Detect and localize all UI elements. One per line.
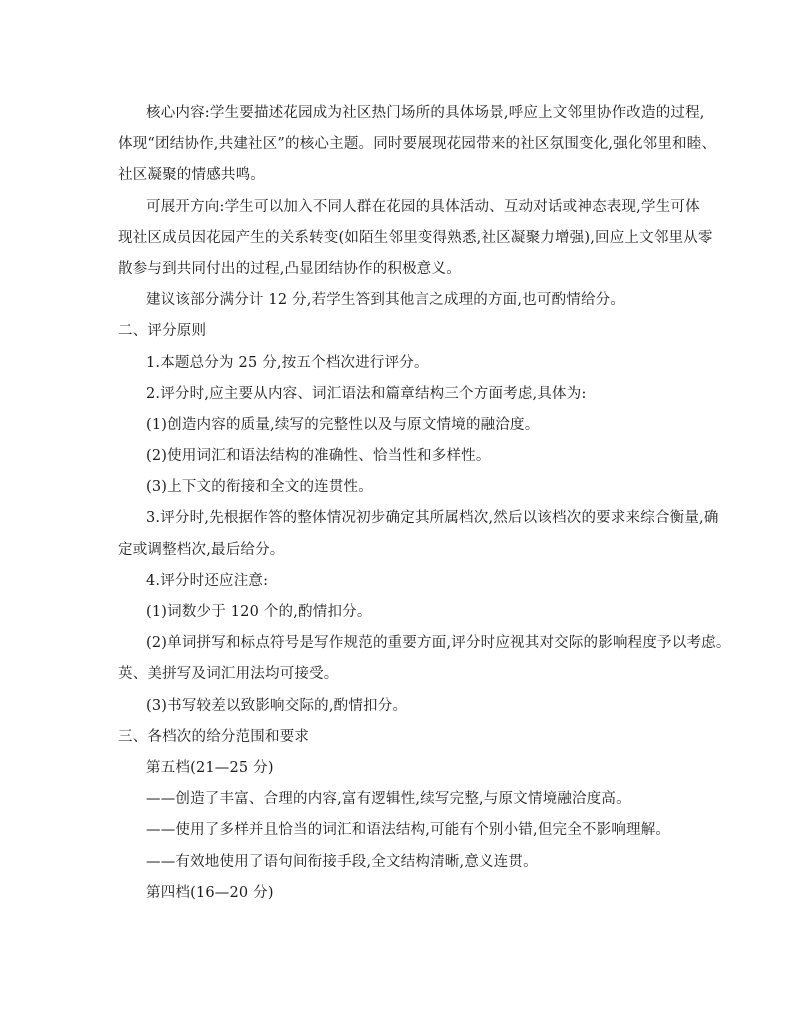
grade-criterion: ——有效地使用了语句间衔接手段,全文结构清晰,意义连贯。 — [146, 853, 538, 870]
paragraph-line: 定或调整档次,最后给分。 — [118, 541, 285, 558]
paragraph-line: 现社区成员因花园产生的关系转变(如陌生邻里变得熟悉,社区凝聚力增强),回应上文邻里从零 — [118, 229, 713, 246]
paragraph-line: 英、美拼写及词汇用法均可接受。 — [118, 666, 339, 683]
paragraph-line: 散参与到共同付出的过程,凸显团结协作的积极意义。 — [118, 260, 461, 277]
list-item: 2.评分时,应主要从内容、词汇语法和篇章结构三个方面考虑,具体为: — [146, 385, 587, 402]
paragraph-line: 体现“团结协作,共建社区”的核心主题。同时要展现花园带来的社区氛围变化,强化邻里和睦、 — [118, 136, 717, 153]
list-item: 3.评分时,先根据作答的整体情况初步确定其所属档次,然后以该档次的要求来综合衡量,确 — [146, 510, 719, 527]
document-body — [118, 98, 731, 909]
paragraph-line: 建议该部分满分计 12 分,若学生答到其他言之成理的方面,也可酌情给分。 — [146, 292, 626, 309]
list-item: (1)词数少于 120 个的,酌情扣分。 — [146, 604, 372, 620]
section-heading: 三、各档次的给分范围和要求 — [118, 728, 310, 745]
grade-band-heading: 第四档(16—20 分) — [146, 884, 274, 901]
list-item: (1)创造内容的质量,续写的完整性以及与原文情境的融洽度。 — [146, 416, 540, 433]
list-item: (2)使用词汇和语法结构的准确性、恰当性和多样性。 — [146, 448, 491, 465]
section-heading: 二、评分原则 — [118, 323, 207, 340]
paragraph-line: 可展开方向:学生可以加入不同人群在花园的具体活动、互动对话或神态表现,学生可体 — [146, 198, 700, 215]
list-item: (3)书写较差以致影响交际的,酌情扣分。 — [146, 697, 408, 714]
list-item: 4.评分时还应注意: — [146, 572, 269, 589]
list-item: (3)上下文的衔接和全文的连贯性。 — [146, 479, 373, 496]
paragraph-line: 社区凝聚的情感共鸣。 — [118, 167, 265, 184]
grade-criterion: ——使用了多样并且恰当的词汇和语法结构,可能有个别小错,但完全不影响理解。 — [146, 822, 671, 839]
grade-band-heading: 第五档(21—25 分) — [146, 759, 274, 776]
grade-criterion: ——创造了丰富、合理的内容,富有逻辑性,续写完整,与原文情境融洽度高。 — [146, 791, 631, 808]
list-item: (2)单词拼写和标点符号是写作规范的重要方面,评分时应视其对交际的影响程度予以考虑。 — [146, 635, 731, 652]
paragraph-line: 核心内容:学生要描述花园成为社区热门场所的具体场景,呼应上文邻里协作改造的过程, — [146, 105, 705, 121]
list-item: 1.本题总分为 25 分,按五个档次进行评分。 — [146, 354, 429, 371]
